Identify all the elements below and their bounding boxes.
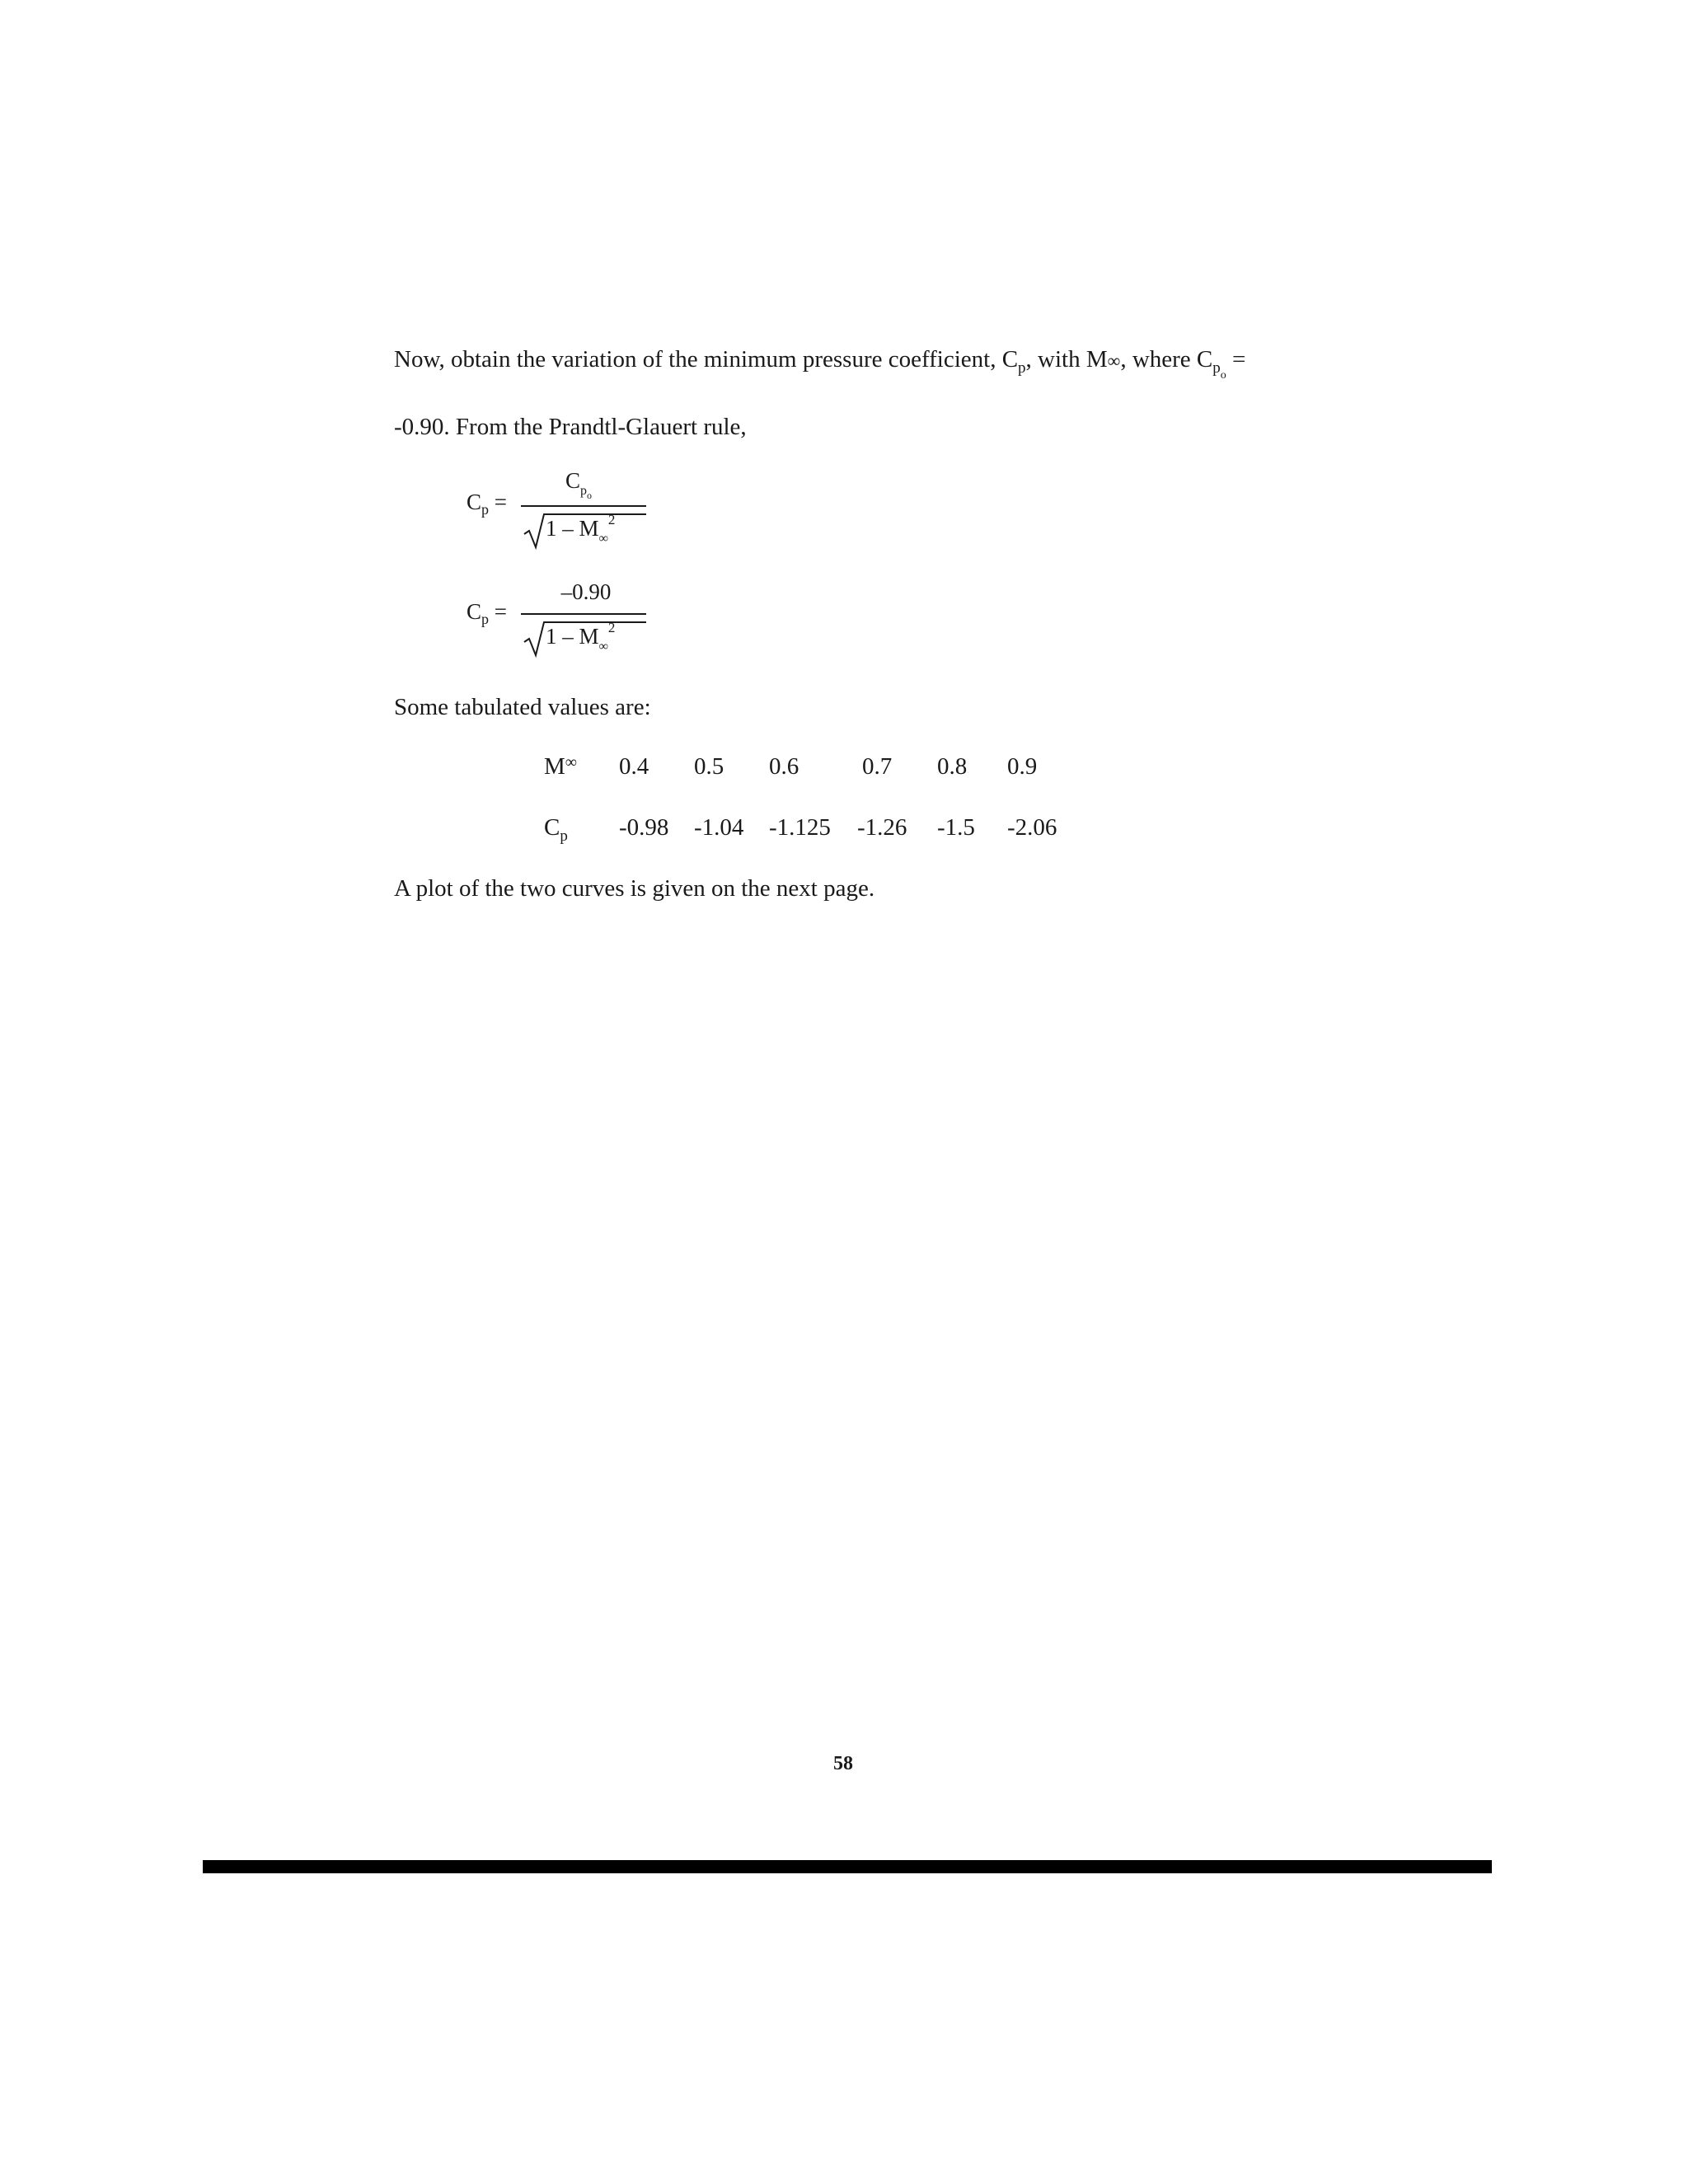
table-cell: 0.8 [937,753,968,780]
table-row-cp [0,814,1688,847]
table-cell: -2.06 [1007,814,1057,841]
table-cell: -0.98 [619,814,669,841]
table-intro: Some tabulated values are: [394,694,651,720]
intro-line-1 [394,344,1245,391]
table-cell: -1.04 [694,814,744,841]
intro-infinity: ∞ [1107,350,1121,371]
eq1-fraction-bar [521,505,646,507]
page-number: 58 [833,1753,853,1774]
intro-text-b: , with M [1025,346,1108,373]
table-cell: 0.7 [862,753,893,780]
table-cell: -1.5 [937,814,975,841]
intro-line-2: -0.90. From the Prandtl-Glauert rule, [394,414,747,440]
outro-text: A plot of the two curves is given on the next page. [394,875,875,902]
eq1-numerator: $C_{po}$ [565,468,592,501]
eq2-numerator: –0.90 [560,579,612,604]
table-row-mach [0,753,1688,786]
table-label-mach: M ∞ [544,753,578,780]
eq2-lhs: $C_p$ = [467,599,507,627]
intro-sub-p: p [1018,359,1026,377]
table-cell: -1.125 [769,814,831,841]
eq1-denominator: $1 - M_\infty^2$ [546,512,616,546]
intro-sub-p2: p [1212,359,1221,377]
intro-text-d: = [1226,346,1246,373]
table-cell: 0.6 [769,753,799,780]
table-cell: 0.5 [694,753,724,780]
intro-sub-o: o [1220,369,1226,382]
footer-rule [203,1860,1492,1873]
intro-text-c: , where C [1120,346,1213,373]
eq1-lhs: $C_p$ = [467,490,507,518]
table-label-cp: $C_p$ [544,814,568,845]
eq2-denominator: $1 - M_\infty^2$ [546,620,616,654]
table-cell: -1.26 [857,814,907,841]
table-cell: 0.4 [619,753,649,780]
eq2-fraction-bar [521,613,646,615]
table-cell: 0.9 [1007,753,1038,780]
intro-text-a: Now, obtain the variation of the minimum pressure coefficient, C [394,346,1019,373]
